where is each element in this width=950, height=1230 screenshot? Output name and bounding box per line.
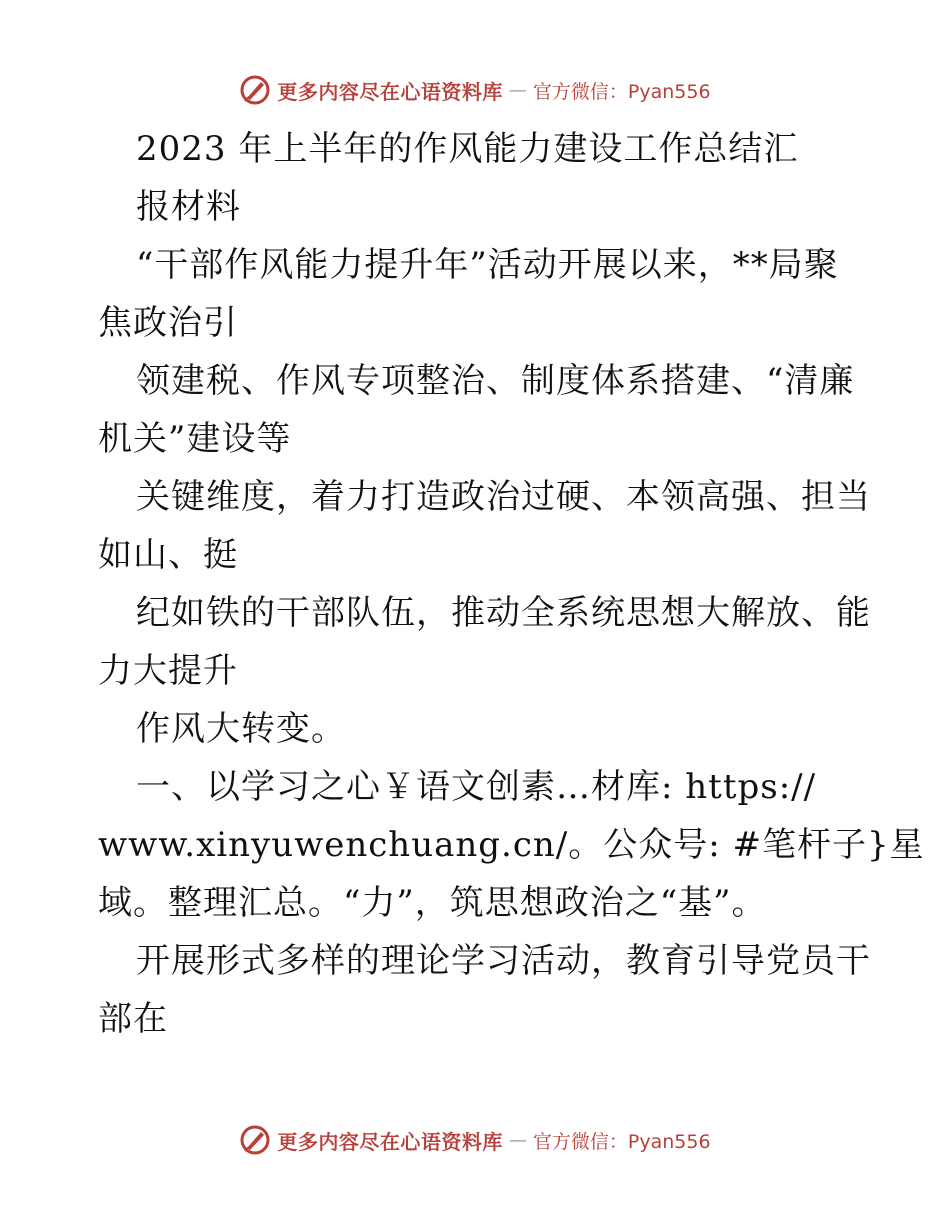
doc-line: 关键维度，着力打造政治过硬、本领高强、担当 <box>136 477 871 517</box>
doc-line: 焦政治引 <box>98 303 238 343</box>
quill-logo-icon <box>239 1124 271 1156</box>
doc-line: 作风大转变。 <box>136 709 346 749</box>
watermark-wechat-text: 官方微信：Pyan556 <box>532 1130 711 1153</box>
watermark-separator: — <box>508 1129 527 1151</box>
footer-watermark <box>0 1120 950 1160</box>
quill-logo-icon <box>239 74 271 106</box>
doc-title-line-2: 报材料 <box>136 187 241 227</box>
header-watermark <box>0 70 950 110</box>
doc-title-line-1: 2023 年上半年的作风能力建设工作总结汇 <box>136 129 799 169</box>
watermark-brand-text: 更多内容尽在心语资料库 <box>277 1129 503 1154</box>
doc-line: 领建税、作风专项整治、制度体系搭建、“清廉 <box>136 361 855 401</box>
document-body <box>98 120 925 1048</box>
doc-line: 开展形式多样的理论学习活动，教育引导党员干 <box>136 941 871 981</box>
watermark-wechat-text: 官方微信：Pyan556 <box>532 80 711 103</box>
doc-line: 如山、挺 <box>98 535 238 575</box>
watermark-brand-text: 更多内容尽在心语资料库 <box>277 79 503 104</box>
doc-line: 域。整理汇总。“力”，筑思想政治之“基”。 <box>98 883 767 923</box>
doc-line: 机关”建设等 <box>98 419 292 459</box>
watermark-separator: — <box>508 79 527 101</box>
doc-line: 纪如铁的干部队伍，推动全系统思想大解放、能 <box>136 593 871 633</box>
doc-section-heading: 一、以学习之心￥语文创素…材库: https:// <box>136 767 817 807</box>
doc-line: “干部作风能力提升年”活动开展以来，**局聚 <box>136 245 839 285</box>
doc-line: www.xinyuwenchuang.cn/。公众号: #笔杆子}星 <box>98 825 925 865</box>
doc-line: 力大提升 <box>98 651 238 691</box>
doc-line: 部在 <box>98 999 168 1039</box>
